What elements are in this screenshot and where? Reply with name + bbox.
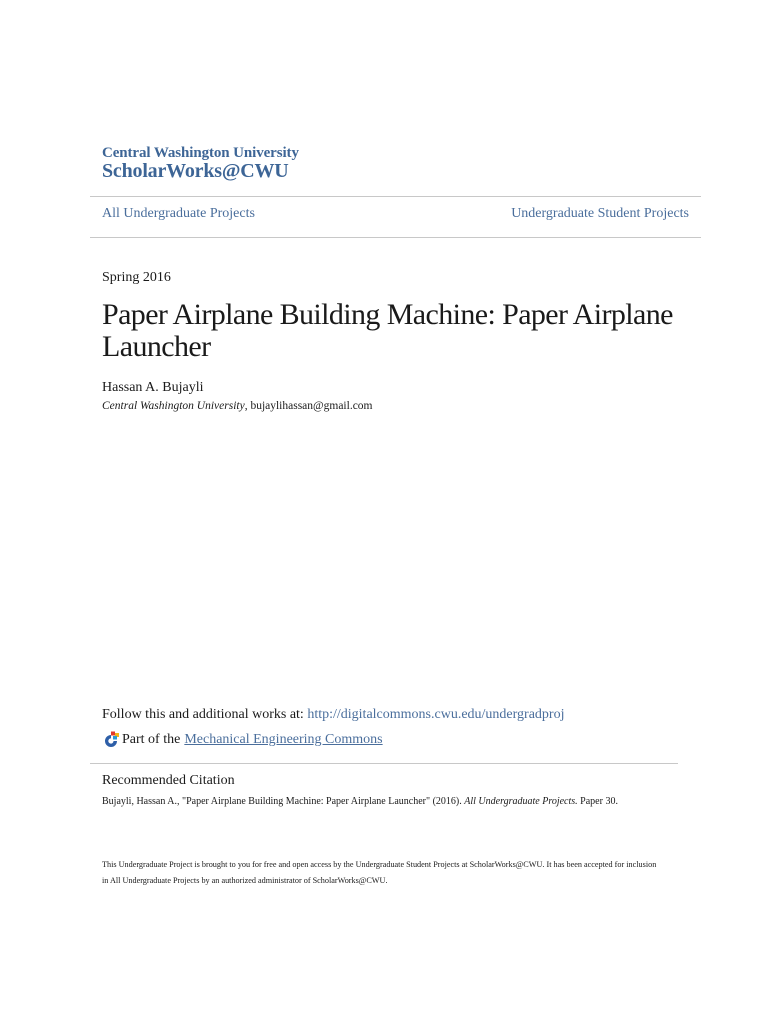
all-undergraduate-projects-link[interactable]: All Undergraduate Projects: [102, 206, 255, 221]
citation-text: [102, 796, 618, 807]
recommended-citation-heading: Recommended Citation: [102, 773, 235, 788]
affiliation-name: Central Washington University: [102, 400, 245, 412]
author-affiliation: [102, 400, 373, 412]
digital-commons-url-link[interactable]: http://digitalcommons.cwu.edu/undergradproj: [307, 707, 565, 722]
author-email: bujaylihassan@gmail.com: [250, 400, 373, 412]
digital-commons-network-icon: [102, 731, 120, 749]
repository-name: ScholarWorks@CWU: [102, 160, 289, 182]
author-name: Hassan A. Bujayli: [102, 380, 204, 395]
header-divider: [90, 196, 701, 197]
part-of-line: [102, 731, 383, 749]
open-access-note: This Undergraduate Project is brought to you for free and open access by the Undergraduate Student Projects at ScholarWorks@CWU. It has been accepted for inclusion in All Undergraduate Projects by an authorized administrator of ScholarWorks@CWU.: [102, 860, 657, 885]
citation-divider: [90, 763, 678, 764]
undergraduate-student-projects-link[interactable]: Undergraduate Student Projects: [511, 206, 689, 221]
publication-season: Spring 2016: [102, 270, 171, 285]
nav-divider: [90, 237, 701, 238]
citation-paper-number: Paper 30.: [577, 796, 618, 807]
part-of-label: Part of the: [122, 732, 181, 747]
follow-label: Follow this and additional works at:: [102, 707, 308, 722]
affiliation-separator: ,: [244, 400, 251, 412]
citation-main: Bujayli, Hassan A., "Paper Airplane Building Machine: Paper Airplane Launcher" (2016).: [102, 796, 465, 807]
follow-line: [102, 707, 564, 723]
mechanical-engineering-commons-link[interactable]: Mechanical Engineering Commons: [184, 732, 383, 747]
university-name: Central Washington University: [102, 145, 299, 161]
citation-series: All Undergraduate Projects.: [464, 796, 578, 807]
paper-title: Paper Airplane Building Machine: Paper Airplane Launcher: [102, 298, 673, 363]
